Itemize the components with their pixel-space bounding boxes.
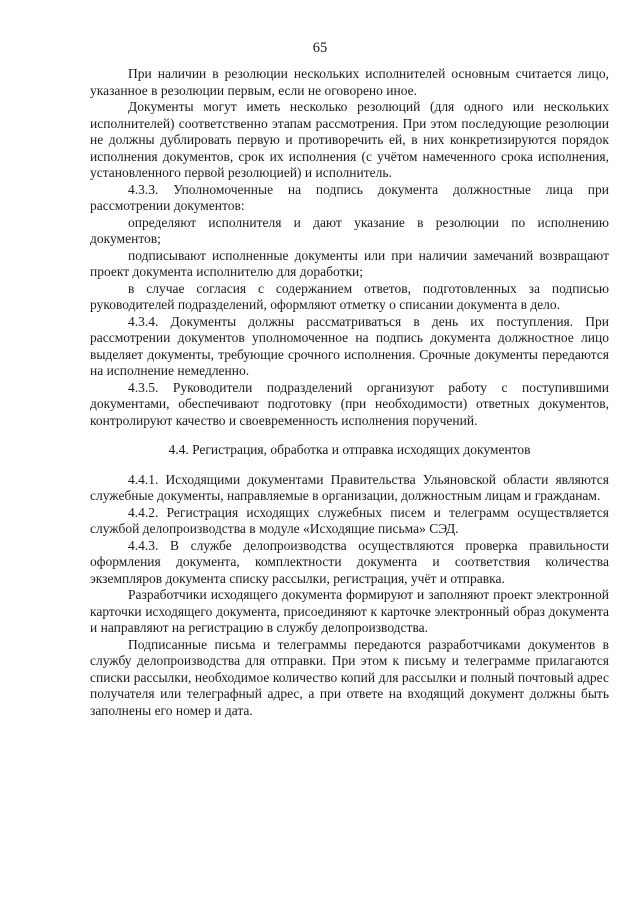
page-number: 65 (312, 40, 328, 56)
paragraph: 4.4.3. В службе делопроизводства осуществляются проверка правильности оформления документа, комплектности документа и соответствия количества экземпляров документа списку рассылки, регистрация, учёт и отправка. (90, 537, 609, 586)
paragraph: Подписанные письма и телеграммы передаются разработчиками документов в службу делопроизводства для отправки. При этом к письму и телеграмме прилагаются списки рассылки, необходимое количество копий для рассылки и полный почтовый адрес получателя или телеграфный адрес, а при ответе на входящий документ должны быть заполнены его номер и дата. (90, 636, 609, 718)
paragraph: 4.3.4. Документы должны рассматриваться в день их поступления. При рассмотрении документов уполномоченное на подпись документа должностное лицо выделяет документы, требующие срочного исполнения. Срочные документы передаются на исполнение немедленно. (90, 313, 609, 378)
paragraph: 4.4.1. Исходящими документами Правительства Ульяновской области являются служебные документы, направляемые в организации, должностным лицам и гражданам. (90, 471, 609, 503)
paragraph: При наличии в резолюции нескольких исполнителей основным считается лицо, указанное в резолюции первым, если не оговорено иное. (90, 66, 609, 98)
document-body (90, 66, 609, 719)
paragraph: Документы могут иметь несколько резолюций (для одного или нескольких исполнителей) соответственно этапам рассмотрения. При этом последующие резолюции не должны дублировать первую и противоречить ей, в них конкретизируются порядок исполнения документов, срок их исполнения (с учётом намеченного срока исполнения, установленного первой резолюцией) и исполнитель. (90, 99, 609, 180)
paragraph: 4.3.3. Уполномоченные на подпись документа должностные лица при рассмотрении документов: (90, 181, 609, 213)
paragraph: Разработчики исходящего документа формируют и заполняют проект электронной карточки исходящего документа, присоединяют к карточке электронный образ документа и направляют на регистрацию в службу делопроизводства. (90, 587, 609, 635)
paragraph: 4.4.2. Регистрация исходящих служебных писем и телеграмм осуществляется службой делопроизводства в модуле «Исходящие письма» СЭД. (90, 504, 609, 536)
paragraph: определяют исполнителя и дают указание в резолюции по исполнению документов; (90, 214, 609, 246)
paragraph: в случае согласия с содержанием ответов, подготовленных за подписью руководителей подразделений, оформляют отметку о списании документа в дело. (90, 280, 609, 312)
paragraph: 4.3.5. Руководители подразделений организуют работу с поступившими документами, обеспечивают подготовку (при необходимости) ответных документов, контролируют качество и своевременность исполнения поручений. (90, 379, 609, 428)
paragraph: подписывают исполненные документы или при наличии замечаний возвращают проект документа исполнителю для доработки; (90, 247, 609, 279)
section-heading: 4.4. Регистрация, обработка и отправка исходящих документов (168, 442, 531, 457)
